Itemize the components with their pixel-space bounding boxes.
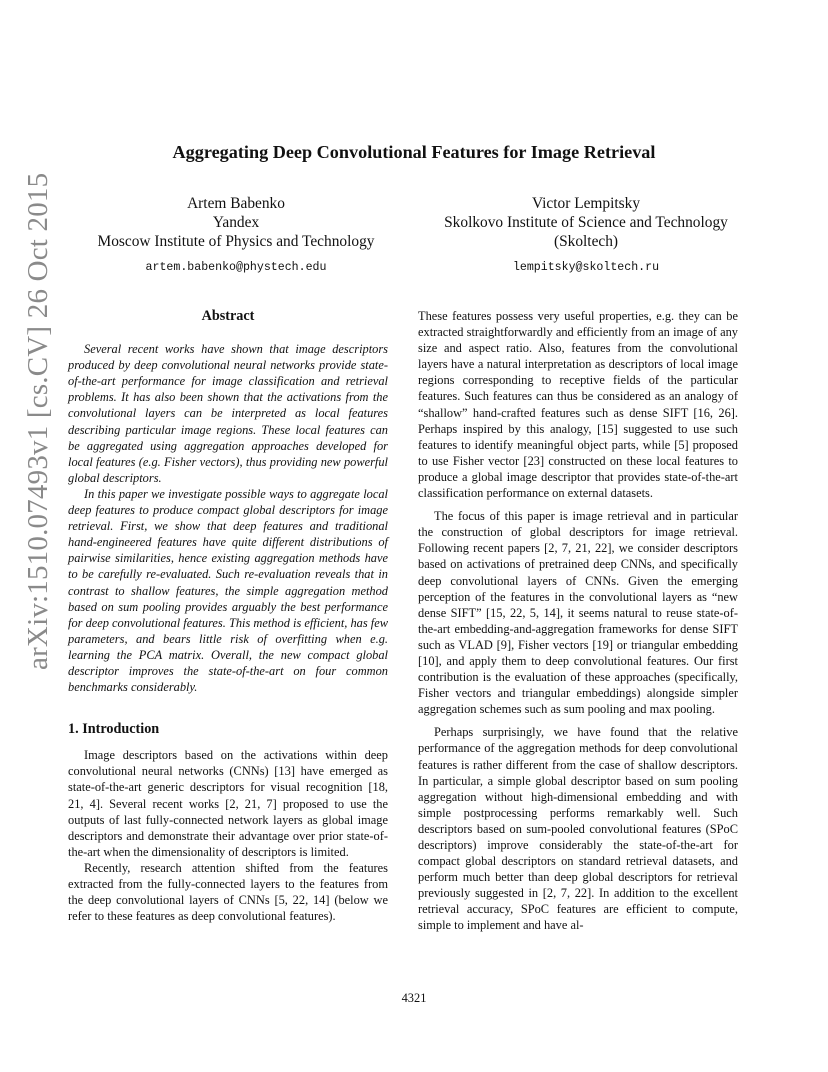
- author-block-2: [406, 194, 766, 277]
- author-email[interactable]: lempitsky@skoltech.ru: [512, 261, 660, 274]
- abstract-heading: Abstract: [201, 308, 255, 324]
- body-paragraph: Recently, research attention shifted from the features extracted from the fully-connected layers to the features from the deep convolutional layers of CNNs [5, 22, 14] (below we refer to these features as deep convolutional features).: [68, 860, 388, 924]
- left-column: [68, 308, 388, 924]
- body-paragraph: The focus of this paper is image retrieval and in particular the construction of global descriptors for image retrieval. Following recent papers [2, 7, 21, 22], we consider descriptors based on activations of pretrained deep CNNs, and specifically deep convolutional layers of CNNs. Given the emerging perception of the features in the convolutional layers as “new dense SIFT” [15, 22, 5, 14], it seems natural to reuse state-of-the-art embedding-and-aggregation frameworks for dense SIFT such as VLAD [9], Fisher vectors [19] or triangular embedding [10], and apply them to deep convolutional features. Our first contribution is the evaluation of these approaches (specifically, Fisher vectors and triangular embeddings) alongside simpler aggregation schemes such as sum pooling and max pooling.: [418, 509, 738, 717]
- author-name: Victor Lempitsky: [531, 195, 641, 212]
- author-name: Artem Babenko: [187, 195, 285, 212]
- abstract-paragraph: In this paper we investigate possible ways to aggregate local deep features to produce compact global descriptors for image retrieval. First, we show that deep features and traditional hand-engineered features have quite different distributions of pairwise similarities, hence existing aggregation methods have to be carefully re-evaluated. Such re-evaluation reveals that in contrast to shallow features, the simple aggregation method based on sum pooling provides arguably the best performance for deep convolutional features. This method is efficient, has few parameters, and bears little risk of overfitting when e.g. learning the PCA matrix. Overall, the new compact global descriptor improves the state-of-the-art on four common benchmarks considerably.: [68, 486, 388, 695]
- abstract-body: [68, 341, 388, 695]
- paper-title: Aggregating Deep Convolutional Features for Image Retrieval: [172, 142, 656, 162]
- introduction-heading: 1. Introduction: [68, 721, 160, 738]
- author-affiliation: (Skoltech): [553, 233, 619, 250]
- author-affiliation: Skolkovo Institute of Science and Technology: [444, 214, 728, 231]
- author-affiliation: Moscow Institute of Physics and Technology: [97, 233, 375, 250]
- body-paragraph: Perhaps surprisingly, we have found that the relative performance of the aggregation methods for deep convolutional features is rather different from the case of shallow descriptors. In particular, a simple global descriptor based on sum pooling aggregation without high-dimensional embedding and with simple postprocessing performs remarkably well. Such descriptors based on sum-pooled convolutional features (SPoC descriptors) improve considerably the state-of-the-art for compact global descriptors on standard retrieval datasets, and perform much better than deep global descriptors for retrieval previously suggested in [2, 7, 22]. In addition to the excellent retrieval accuracy, SPoC features are efficient to compute, simple to implement and have al-: [418, 725, 738, 933]
- author-affiliation: Yandex: [212, 214, 260, 231]
- body-paragraph: Image descriptors based on the activations within deep convolutional neural networks (CNNs) [13] have emerged as state-of-the-art generic descriptors for visual recognition [18, 21, 4]. Several recent works [2, 21, 7] proposed to use the outputs of last fully-connected network layers as global image descriptors and demonstrate their advantage over prior state-of-the-art when the dimensionality of descriptors is limited.: [68, 748, 388, 859]
- right-column: [418, 308, 738, 934]
- arxiv-stamp: arXiv:1510.07493v1 [cs.CV] 26 Oct 2015: [22, 172, 54, 670]
- author-block-1: [80, 194, 392, 277]
- author-email[interactable]: artem.babenko@phystech.edu: [145, 261, 327, 274]
- body-paragraph: These features possess very useful properties, e.g. they can be extracted straightforwardly and efficiently from an image of any size and aspect ratio. Also, features from the convolutional layers have a natural interpretation as descriptors of local image regions corresponding to receptive fields of the particular features. Such features can thus be considered as an analogy of “shallow” hand-crafted features such as dense SIFT [16, 26]. Perhaps inspired by this analogy, [15] suggested to use such features to identify meaningful object parts, while [5] proposed to use Fisher vector [23] constructed on these local features to produce a global image descriptor that provides state-of-the-art classification performance on external datasets.: [418, 309, 738, 501]
- abstract-paragraph: Several recent works have shown that image descriptors produced by deep convolutional neural networks provide state-of-the-art performance for image classification and retrieval problems. It has also been shown that the activations from the convolutional layers can be interpreted as local features describing particular image regions. These local features can be aggregated using aggregation approaches developed for local features (e.g. Fisher vectors), thus providing new powerful global descriptors.: [68, 342, 388, 485]
- page-number: 4321: [401, 991, 427, 1005]
